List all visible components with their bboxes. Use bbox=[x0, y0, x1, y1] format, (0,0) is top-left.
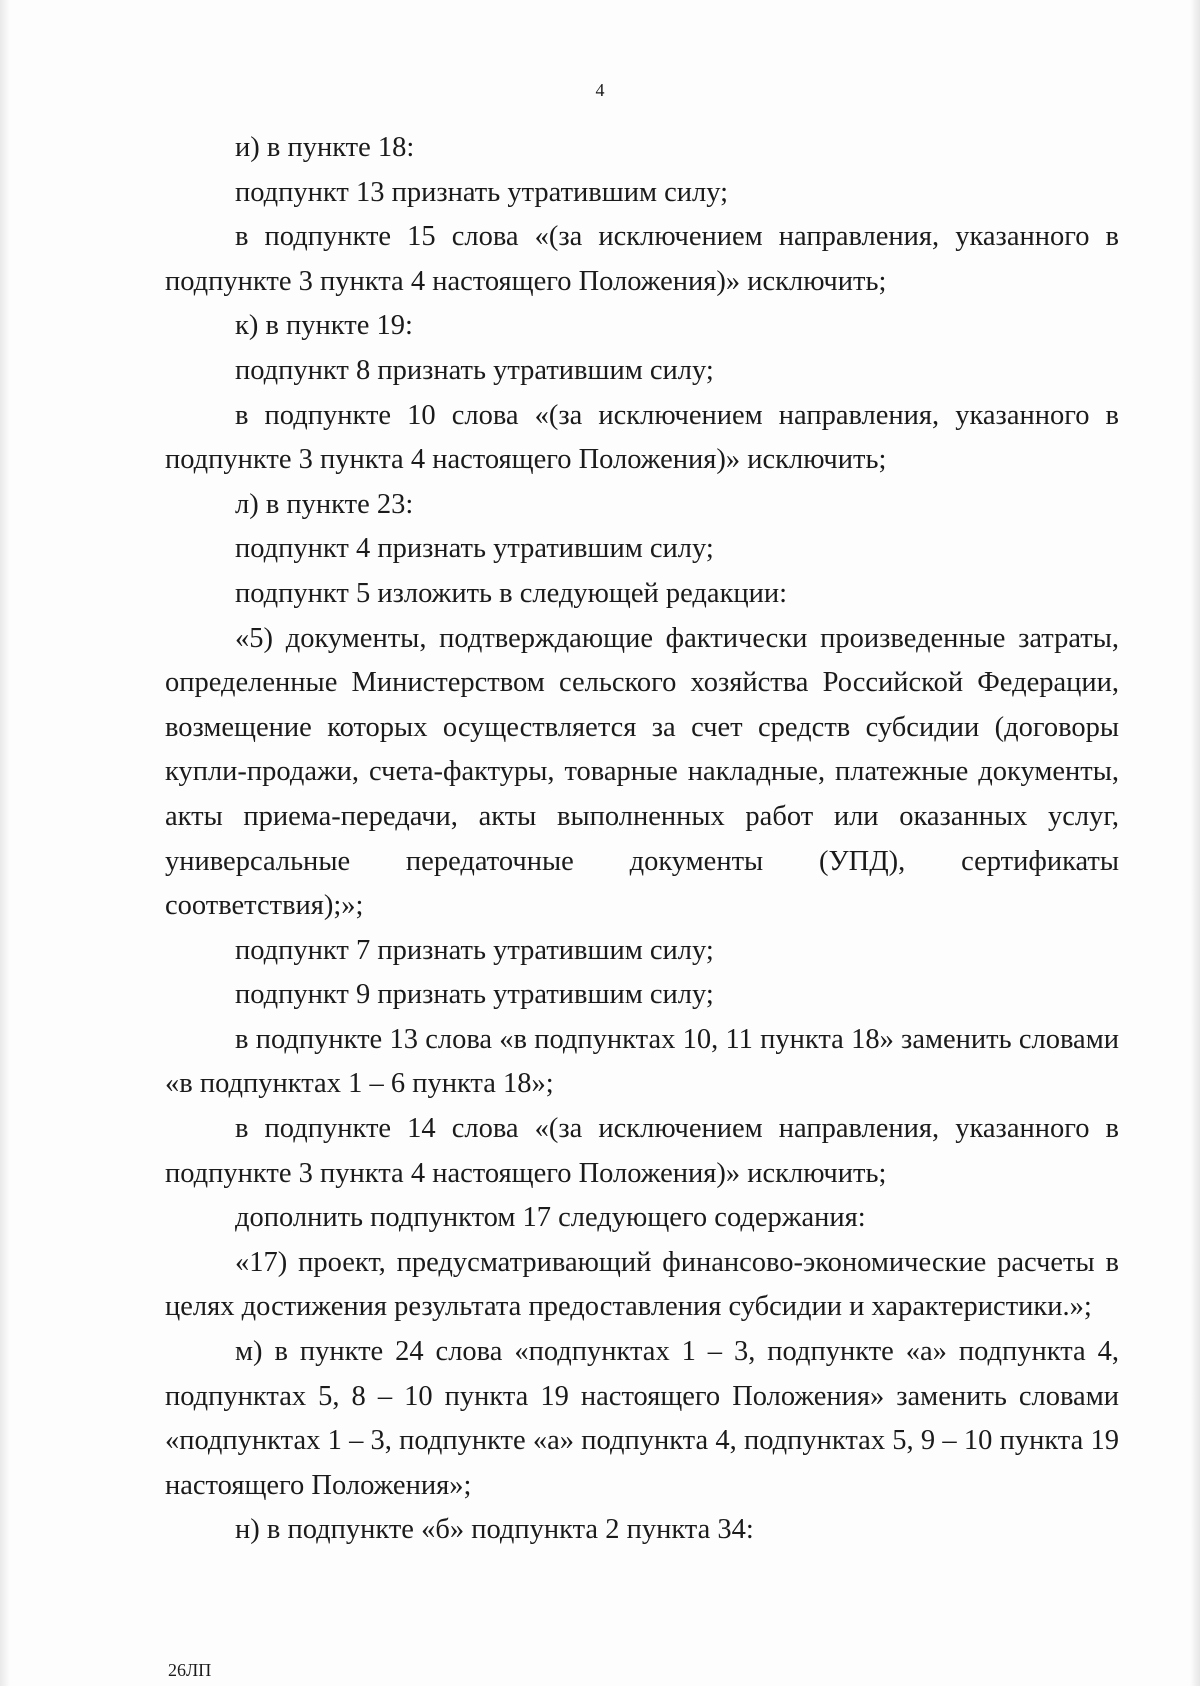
paragraph: подпункт 4 признать утратившим силу; bbox=[235, 533, 714, 565]
scan-edge-right bbox=[1190, 0, 1200, 1686]
paragraph: в подпункте 15 слова «(за исключением направления, указанного в подпункте 3 пункта 4 настоящего Положения)» исключить; bbox=[165, 221, 1119, 297]
page-number: 4 bbox=[595, 80, 605, 100]
paragraph: подпункт 7 признать утратившим силу; bbox=[235, 934, 714, 966]
paragraph: и) в пункте 18: bbox=[235, 132, 415, 163]
document-body bbox=[165, 126, 1119, 1553]
paragraph: в подпункте 13 слова «в подпунктах 10, 11 пункта 18» заменить словами «в подпунктах 1 – 6 пункта 18»; bbox=[165, 1023, 1119, 1100]
paragraph: в подпункте 14 слова «(за исключением направления, указанного в подпункте 3 пункта 4 настоящего Положения)» исключить; bbox=[165, 1113, 1119, 1189]
paragraph: подпункт 8 признать утратившим силу; bbox=[235, 354, 714, 386]
paragraph: «5) документы, подтверждающие фактически произведенные затраты, определенные Министерством сельского хозяйства Российской Федерации, возмещение которых осуществляется за счет средств субсидии (договоры купли-продажи, счета-фактуры, товарные накладные, платежные документы, акты приема-передачи, акты выполненных работ или оказанных услуг, универсальные передаточные документы (УПД), сертификаты соответствия);»; bbox=[165, 622, 1119, 922]
paragraph: м) в пункте 24 слова «подпунктах 1 – 3, подпункте «а» подпункта 4, подпунктах 5, 8 – 10 пункта 19 настоящего Положения» заменить словами «подпунктах 1 – 3, подпункте «а» подпункта 4, подпунктах 5, 9 – 10 пункта 19 настоящего Положения»; bbox=[165, 1336, 1119, 1501]
paragraph: л) в пункте 23: bbox=[235, 488, 414, 520]
paragraph: в подпункте 10 слова «(за исключением направления, указанного в подпункте 3 пункта 4 настоящего Положения)» исключить; bbox=[165, 399, 1119, 476]
paragraph: «17) проект, предусматривающий финансово-экономические расчеты в целях достижения результата предоставления субсидии и характеристики.»; bbox=[165, 1246, 1119, 1323]
paragraph: к) в пункте 19: bbox=[235, 310, 413, 342]
paragraph: н) в подпункте «б» подпункта 2 пункта 34: bbox=[235, 1514, 754, 1546]
paragraph: подпункт 9 признать утратившим силу; bbox=[235, 979, 714, 1011]
paragraph: подпункт 5 изложить в следующей редакции: bbox=[235, 577, 788, 609]
paragraph: подпункт 13 признать утратившим силу; bbox=[235, 176, 729, 208]
scan-edge-left bbox=[0, 0, 10, 1686]
paragraph: дополнить подпунктом 17 следующего содержания: bbox=[235, 1202, 866, 1234]
footer-code: 26ЛП bbox=[168, 1660, 212, 1680]
